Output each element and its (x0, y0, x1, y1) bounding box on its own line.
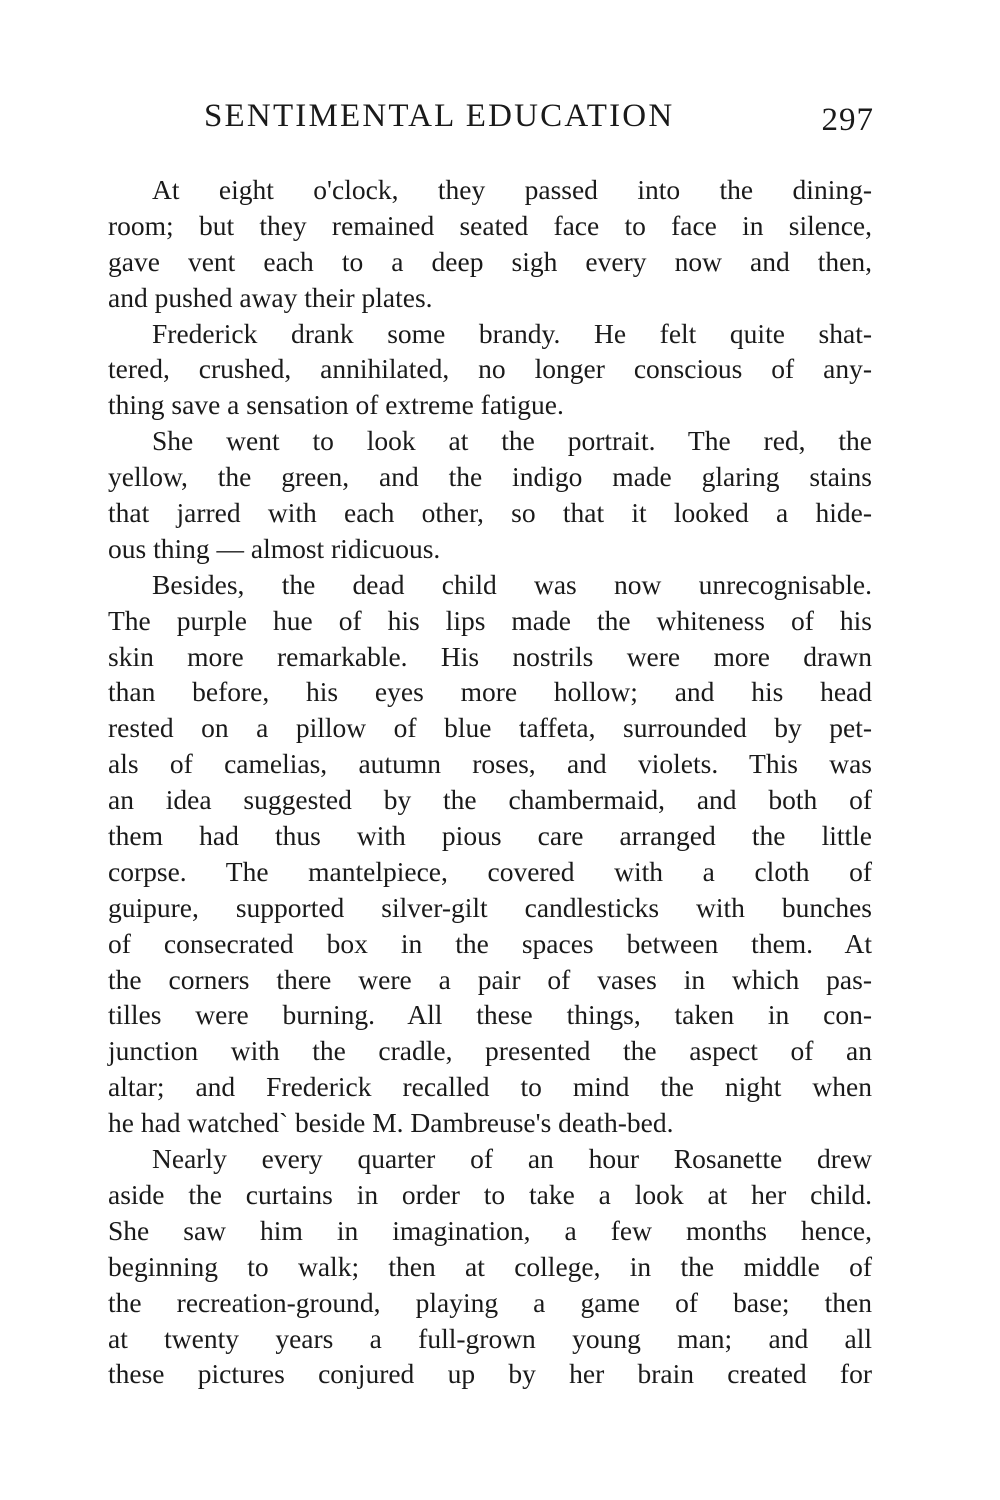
text-line: gave vent each to a deep sigh every now and then, (108, 245, 872, 277)
text-line: tilles were burning. All these things, taken in con- (108, 999, 872, 1031)
text-line: an idea suggested by the chambermaid, and both of (108, 784, 872, 816)
text-line: ous thing — almost ridicuous. (108, 532, 441, 564)
text-line: Besides, the dead child was now unrecognisable. (152, 568, 872, 600)
text-line: these pictures conjured up by her brain created for (108, 1358, 872, 1390)
text-line: altar; and Frederick recalled to mind the night when (108, 1071, 872, 1103)
text-line: rested on a pillow of blue taffeta, surrounded by pet- (108, 712, 872, 744)
text-line: She went to look at the portrait. The red, the (152, 425, 872, 457)
text-line: the corners there were a pair of vases in which pas- (108, 963, 872, 995)
running-title: SENTIMENTAL EDUCATION (204, 98, 675, 134)
text-line: aside the curtains in order to take a look at her child. (108, 1178, 872, 1210)
text-line: than before, his eyes more hollow; and his head (108, 676, 872, 708)
text-line: tered, crushed, annihilated, no longer conscious of any- (108, 353, 872, 385)
text-line: corpse. The mantelpiece, covered with a cloth of (108, 855, 872, 887)
page-header (108, 98, 876, 142)
text-line: yellow, the green, and the indigo made glaring stains (108, 461, 872, 493)
text-line: als of camelias, autumn roses, and violets. This was (108, 748, 872, 780)
text-line: that jarred with each other, so that it looked a hide- (108, 497, 872, 529)
text-line: them had thus with pious care arranged the little (108, 820, 872, 852)
text-line: and pushed away their plates. (108, 281, 433, 313)
body-text (108, 172, 872, 1392)
text-line: At eight o'clock, they passed into the dining- (152, 174, 872, 205)
text-line: of consecrated box in the spaces between them. At (108, 927, 872, 959)
text-line: thing save a sensation of extreme fatigue. (108, 389, 564, 421)
text-line: junction with the cradle, presented the aspect of an (108, 1035, 872, 1067)
text-line: Nearly every quarter of an hour Rosanette drew (152, 1143, 872, 1175)
text-line: room; but they remained seated face to face in silence, (108, 209, 872, 241)
page-number: 297 (821, 102, 874, 138)
text-line: Frederick drank some brandy. He felt quite shat- (152, 317, 872, 349)
text-line: at twenty years a full-grown young man; and all (108, 1322, 872, 1354)
text-line: The purple hue of his lips made the whiteness of his (108, 604, 872, 636)
text-line: skin more remarkable. His nostrils were more drawn (108, 640, 872, 672)
text-line: beginning to walk; then at college, in the middle of (108, 1250, 872, 1282)
text-line: She saw him in imagination, a few months hence, (108, 1214, 872, 1246)
text-line: the recreation-ground, playing a game of base; then (108, 1286, 872, 1318)
text-line: guipure, supported silver-gilt candlesticks with bunches (108, 891, 872, 923)
text-line: he had watched` beside M. Dambreuse's death-bed. (108, 1107, 674, 1139)
